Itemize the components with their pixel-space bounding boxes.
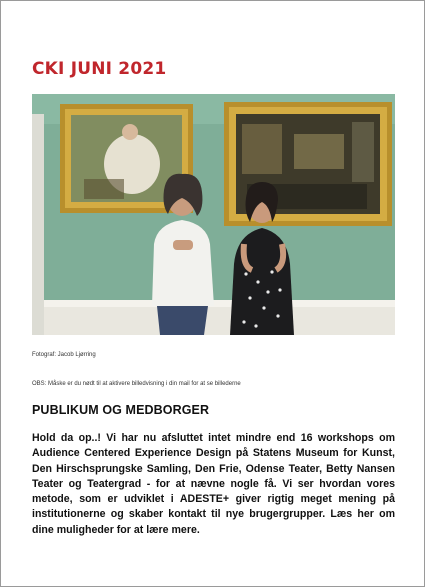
article-body: Hold da op..! Vi har nu afsluttet intet mindre end 16 workshops om Audience Centered Experience Design på Statens Museum for Kunst, Den Hirschsprungske Samling, Den Frie, Odense Teater, Betty Nansen Teater og Teatergrad - for at nævne nogle få. Vi ser hvordan vores metode, som er udviklet i ADESTE+ giver rigtig meget mening på institutionerne og skaber kontakt til nye brugergrupper. Læs her om dine muligheder for at lære mere. xyxy=(32,432,395,536)
section-heading: PUBLIKUM OG MEDBORGER xyxy=(32,403,210,417)
newsletter-title: CKI JUNI 2021 xyxy=(32,59,167,79)
photo-credit: Fotograf: Jacob Ljørring xyxy=(32,352,96,358)
image-display-notice: OBS: Måske er du nødt til at aktivere billedvisning i din mail for at se billederne xyxy=(32,381,241,387)
hero-photo xyxy=(32,94,395,335)
